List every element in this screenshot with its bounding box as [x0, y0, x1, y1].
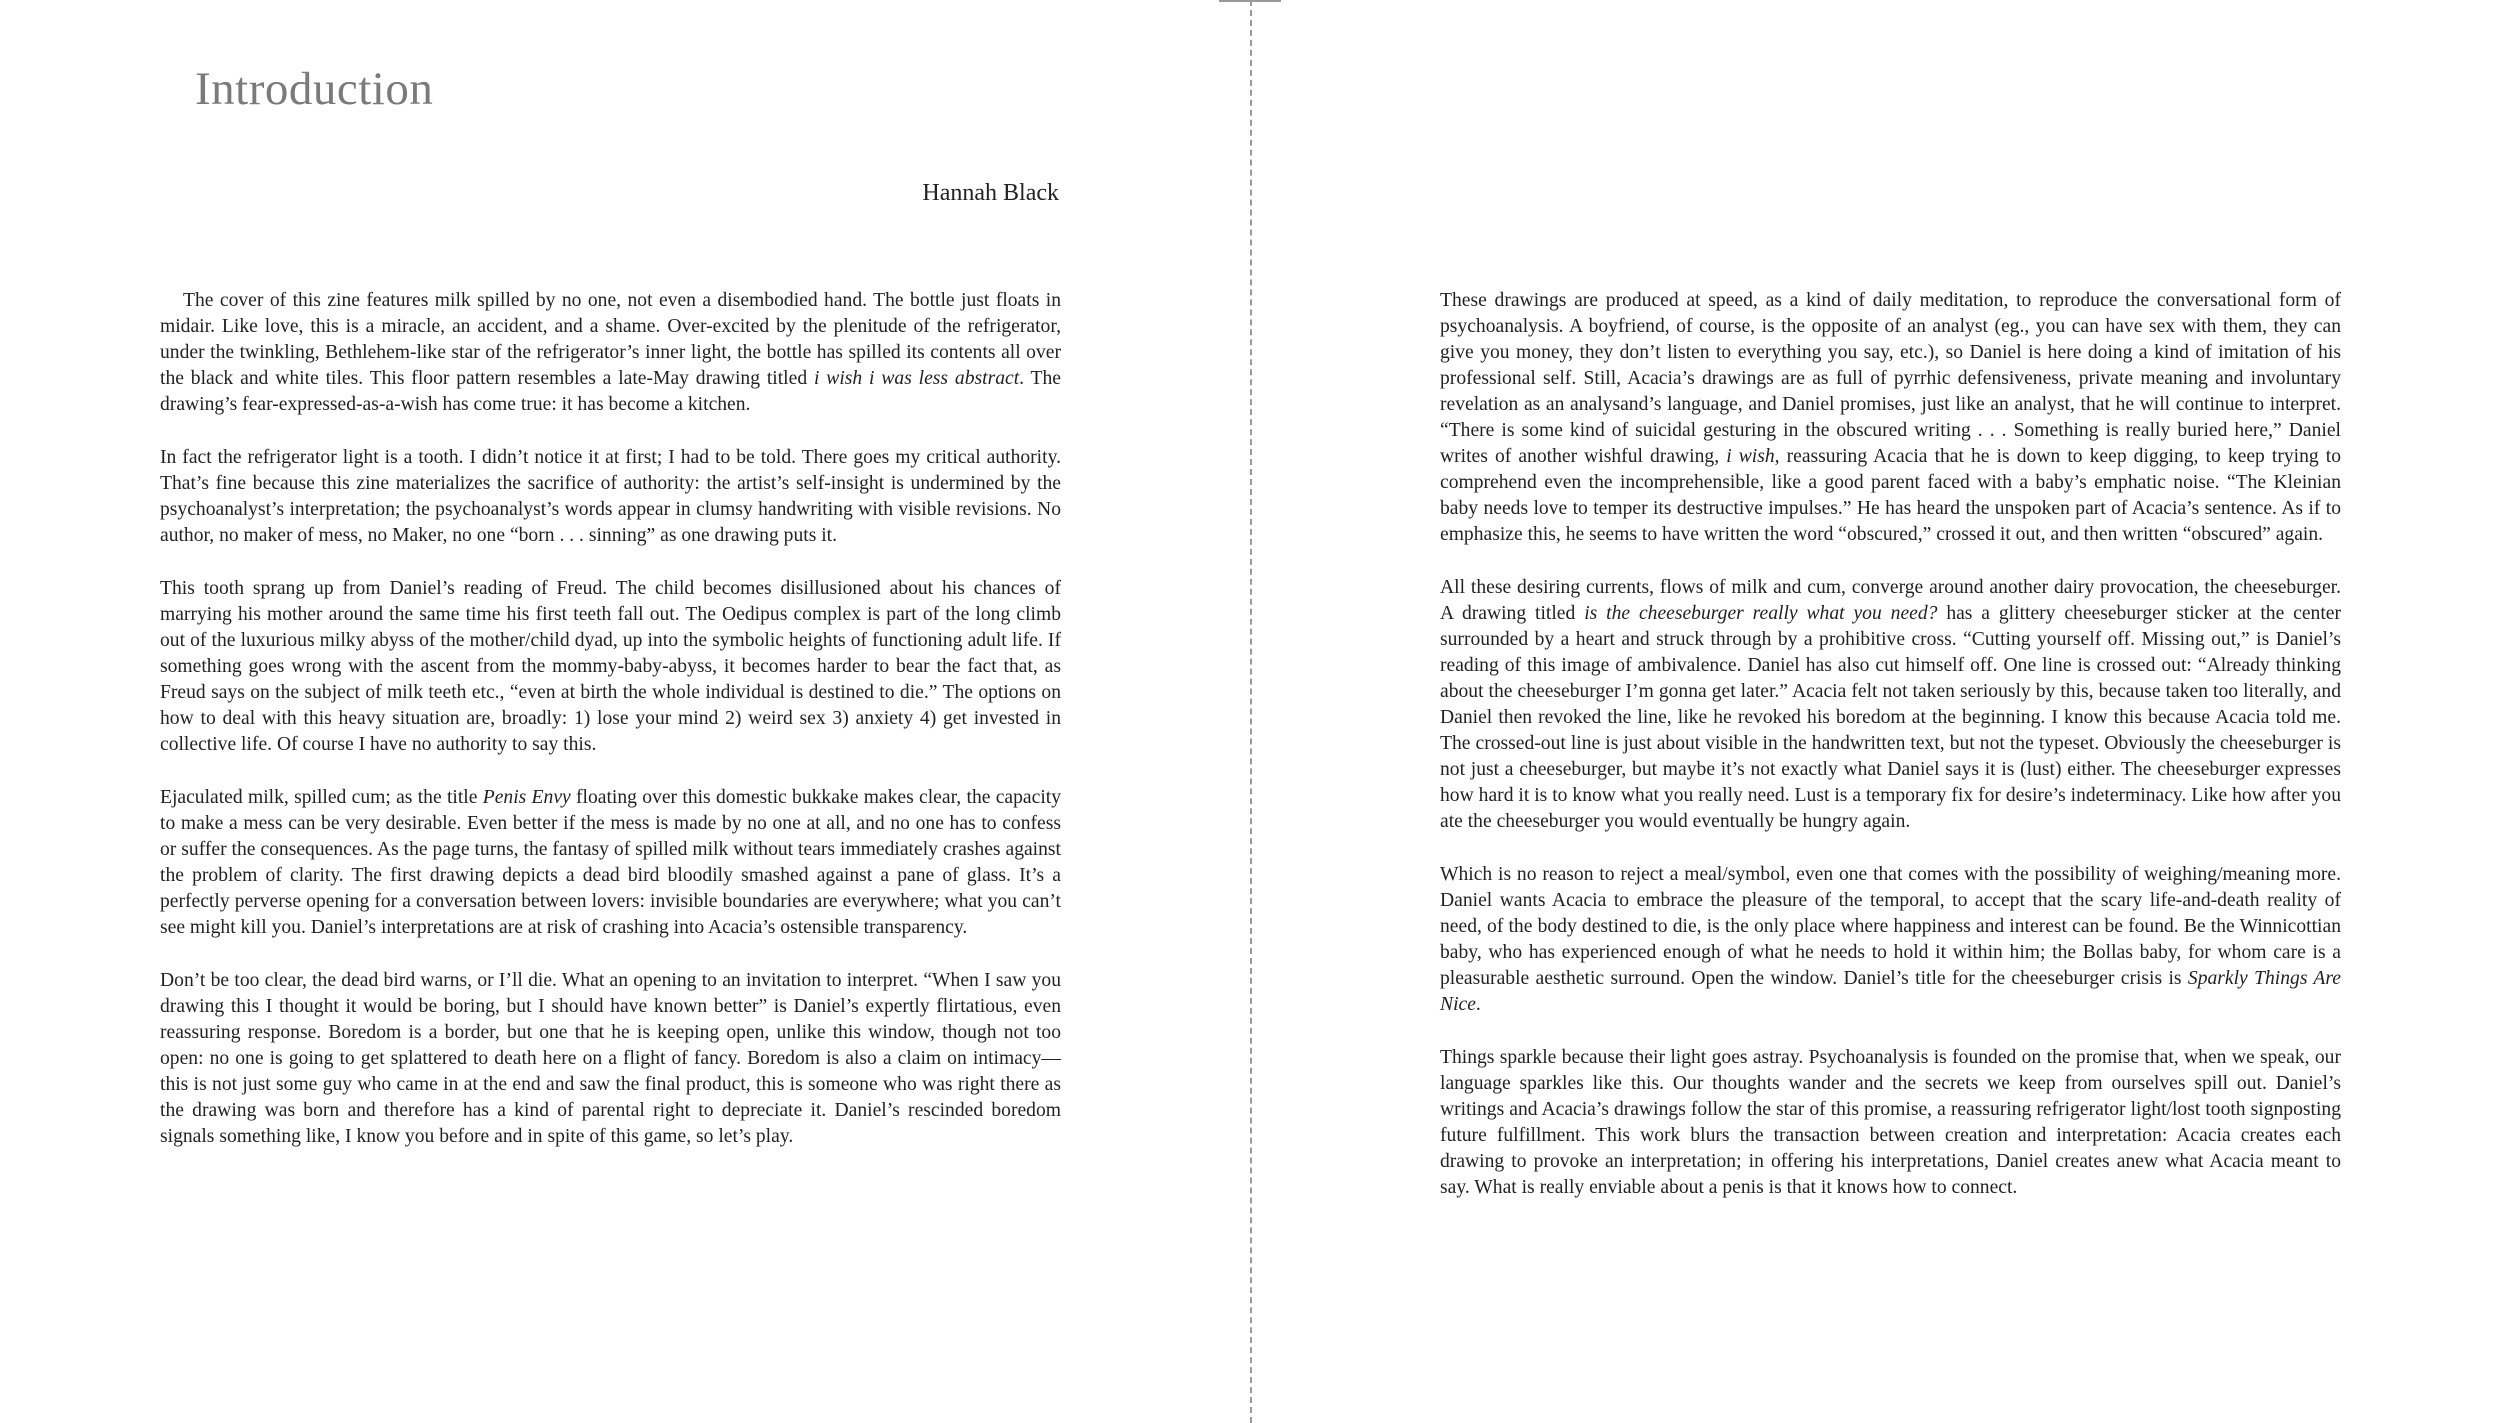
drawing-title: Penis Envy: [482, 787, 571, 808]
drawing-title: i wish i was less abstract: [813, 368, 1020, 389]
page-title: Introduction: [195, 63, 434, 115]
text-run: floating over this domestic bukkake makes clear, the capacity to make a mess can be very desirable. Even better if the mess is made by no one at all, and no one has to confess or suffer the consequences. As the page turns, the fantasy of spilled milk without tears immediately crashes against the problem of clarity. The first drawing depicts a dead bird bloodily smashed against a pane of glass. It’s a perfectly perverse opening for a conversation between lovers: invisible boundaries are everywhere; what you can’t see might kill you. Daniel’s interpretations are at risk of crashing into Acacia’s ostensible transparency.: [160, 787, 1062, 938]
paragraph: [160, 968, 1061, 1150]
text-run: Which is no reason to reject a meal/symbol, even one that comes with the possibility of weighing/meaning more. Daniel wants Acacia to embrace the pleasure of the temporal, to accept that the scary life-and-death reality of need, of the body destined to die, is the only place where happiness and interest can be found. Be the Winnicottian baby, who has experienced enough of what he needs to hold it within him; the Bollas baby, for whom care is a pleasurable aesthetic surround. Open the window. Daniel’s title for the cheeseburger crisis is: [1440, 864, 2341, 989]
text-run: In fact the refrigerator light is a tooth. I didn’t notice it at first; I had to be told. There goes my critical authority. That’s fine because this zine materializes the sacrifice of authority: the artist’s self-insight is undermined by the psychoanalyst’s interpretation; the psychoanalyst’s words appear in clumsy handwriting with visible revisions. No author, no maker of mess, no Maker, no one “born . . . sinning” as one drawing puts it.: [160, 447, 1061, 546]
page-divider: [1250, 0, 1252, 1423]
text-run: Don’t be too clear, the dead bird warns, or I’ll die. What an opening to an invitation to interpret. “When I saw you drawing this I thought it would be boring, but I should have known better” is Daniel’s expertly flirtatious, even reassuring response. Boredom is a border, but one that he is keeping open, unlike this window, though not too open: no one is going to get splattered to death here on a flight of fancy. Boredom is also a claim on intimacy—this is not just some guy who came in at the end and saw the final product, this is someone who was right there as the drawing was born and therefore has a kind of parental right to depreciate it. Daniel’s rescinded boredom signals something like, I know you before and in spite of this game, so let’s play.: [160, 970, 1061, 1147]
text-run: This tooth sprang up from Daniel’s reading of Freud. The child becomes disillusioned about his chances of marrying his mother around the same time his first teeth fall out. The Oedipus complex is part of the long climb out of the luxurious milky abyss of the mother/child dyad, up into the symbolic heights of functioning adult life. If something goes wrong with the ascent from the mommy-baby-abyss, it becomes harder to bear the fact that, as Freud says on the subject of milk teeth etc., “even at birth the whole individual is destined to die.” The options on how to deal with this heavy situation are, broadly: 1) lose your mind 2) weird sex 3) anxiety 4) get invested in collective life. Of course I have no authority to say this.: [160, 578, 1061, 755]
text-run: .: [1475, 994, 1481, 1015]
left-page-body: [160, 288, 1061, 1177]
paragraph: [160, 576, 1061, 758]
drawing-title: Sparkly Things Are Nice: [1440, 968, 2341, 1015]
drawing-title: is the cheeseburger really what you need?: [1584, 603, 1938, 624]
paragraph: [160, 445, 1061, 549]
author-name: Hannah Black: [922, 180, 1059, 206]
text-run: Things sparkle because their light goes astray. Psychoanalysis is founded on the promise that, when we speak, our language sparkles like this. Our thoughts wander and the secrets we keep from ourselves spill out. Daniel’s writings and Acacia’s drawings follow the star of this promise, a reassuring refrigerator light/lost tooth signposting future fulfillment. This work blurs the transaction between creation and interpretation: Acacia creates each drawing to provoke an interpretation; in offering his interpretations, Daniel creates anew what Acacia meant to say. What is really enviable about a penis is that it knows how to connect.: [1440, 1047, 2341, 1198]
paragraph: [1440, 1045, 2341, 1201]
right-page-body: [1440, 288, 2341, 1228]
text-run: has a glittery cheeseburger sticker at the center surrounded by a heart and struck through by a prohibitive cross. “Cutting yourself off. Missing out,” is Daniel’s reading of this image of ambivalence. Daniel has also cut himself off. One line is crossed out: “Already thinking about the cheeseburger I’m gonna get later.” Acacia felt not taken seriously by this, because taken too literally, and Daniel then revoked the line, like he revoked his boredom at the beginning. I know this because Acacia told me. The crossed-out line is just about visible in the handwritten text, but not the typeset. Obviously the cheeseburger is not just a cheeseburger, but maybe it’s not exactly what Daniel says it is (lust) either. The cheeseburger expresses how hard it is to know what you really need. Lust is a temporary fix for desire’s indeterminacy. Like how after you ate the cheeseburger you would eventually be hungry again.: [1440, 603, 2342, 832]
text-run: These drawings are produced at speed, as a kind of daily meditation, to reproduce the conversational form of psychoanalysis. A boyfriend, of course, is the opposite of an analyst (eg., you can have sex with them, they can give you money, they don’t listen to everything you say, etc.), so Daniel is here doing a kind of imitation of his professional self. Still, Acacia’s drawings are as full of pyrrhic defensiveness, private meaning and involuntary revelation as an analysand’s language, and Daniel promises, just like an analyst, that he will continue to interpret. “There is some kind of suicidal gesturing in the obscured writing . . . Something is really buried here,” Daniel writes of another wishful drawing,: [1440, 290, 2341, 467]
paragraph: [160, 288, 1061, 418]
paragraph: [1440, 288, 2341, 548]
paragraph: [160, 785, 1061, 941]
text-run: , reassuring Acacia that he is down to keep digging, to keep trying to comprehend even the incomprehensible, like a good parent faced with a baby’s emphatic noise. “The Kleinian baby needs love to temper its destructive impulses.” He has heard the unspoken part of Acacia’s sentence. As if to emphasize this, he seems to have written the word “obscured,” crossed it out, and then written “obscured” again.: [1440, 446, 2341, 545]
text-run: Ejaculated milk, spilled cum; as the title: [160, 787, 483, 808]
paragraph: [1440, 862, 2341, 1018]
text-run: All these desiring currents, flows of milk and cum, converge around another dairy provocation, the cheeseburger. A drawing titled: [1440, 577, 2341, 624]
drawing-title: i wish: [1726, 446, 1775, 467]
text-run: . The drawing’s fear-expressed-as-a-wish has come true: it has become a kitchen.: [160, 368, 1061, 415]
paragraph: [1440, 575, 2341, 835]
text-run: The cover of this zine features milk spilled by no one, not even a disembodied hand. The bottle just floats in midair. Like love, this is a miracle, an accident, and a shame. Over-excited by the plenitude of the refrigerator, under the twinkling, Bethlehem-like star of the refrigerator’s inner light, the bottle has spilled its contents all over the black and white tiles. This floor pattern resembles a late-May drawing titled: [160, 290, 1061, 389]
page-divider-cap: [1219, 0, 1281, 2]
